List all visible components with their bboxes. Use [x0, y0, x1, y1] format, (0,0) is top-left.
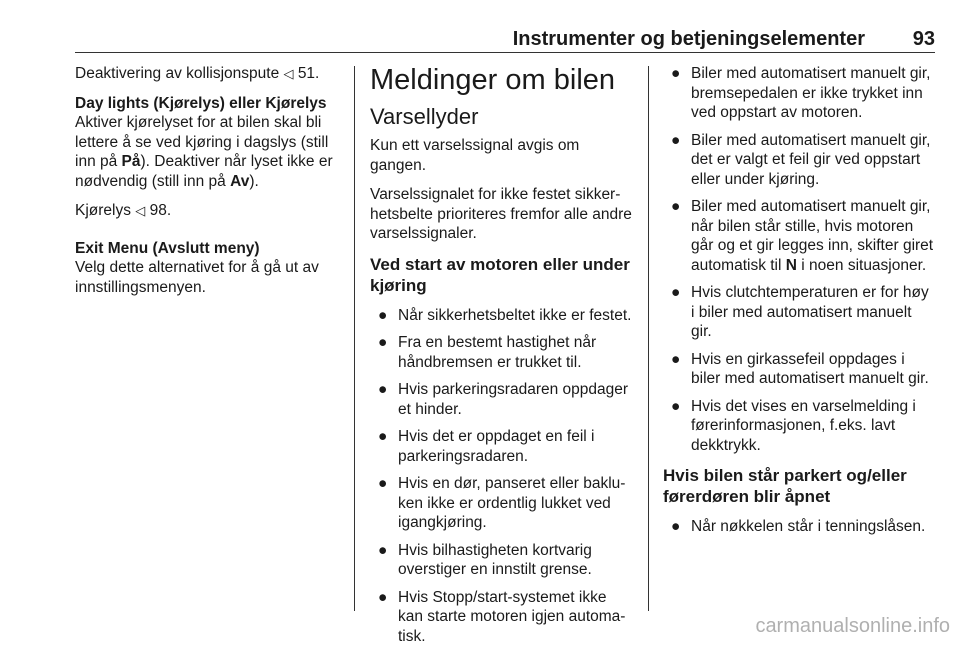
subsection-heading: Ved start av motoren eller under kjøring — [370, 254, 630, 295]
bullet-icon: ● — [671, 284, 681, 301]
list-item: ● Hvis en dør, panseret eller bakluken ikke er ordentlig lukket ved igangkjøring. — [378, 475, 626, 531]
page-header — [75, 28, 935, 54]
airbag-reference: Deaktivering av kollisjonspute ◁ 51. — [75, 65, 320, 82]
section-title: Meldinger om bilen — [370, 64, 616, 96]
right-column — [663, 64, 935, 547]
list-item: ● Hvis det er oppdaget en feil i parkeringsradaren. — [378, 428, 595, 465]
subsection-heading: Hvis bilen står parkert og/eller førerdøren blir åpnet — [663, 466, 907, 506]
bullet-icon: ● — [671, 65, 681, 82]
exit-menu-text: Velg dette alternativet for å gå ut av innstillingsmenyen. — [75, 259, 319, 296]
list-item: ● Hvis parkeringsradaren oppdager et hinder. — [378, 381, 629, 418]
bullet-icon: ● — [378, 541, 388, 559]
list-item: ● Hvis en girkassefeil oppdages i biler med automatisert manuelt gir. — [671, 350, 929, 387]
list-item: ● Biler med automatisert manuelt gir, bremsepedalen er ikke trykket inn ved oppstart av motoren. — [671, 65, 931, 121]
kjorelys-reference: Kjørelys ◁ 98. — [75, 202, 172, 219]
list-item: ● Når sikkerhetsbeltet ikke er festet. — [378, 306, 632, 324]
page-link-51[interactable]: 51. — [297, 65, 320, 82]
list-item: ● Biler med automatisert manuelt gir, det er valgt et feil gir ved oppstart eller under kjøring. — [671, 131, 931, 188]
bullet-icon: ● — [378, 306, 388, 324]
watermark: carmanualsonline.info — [755, 615, 950, 637]
bullet-icon: ● — [378, 381, 388, 398]
column-divider-2 — [648, 66, 649, 611]
bullet-icon: ● — [378, 588, 388, 606]
list-item: ● Hvis bilhastigheten kortvarig overstiger en innstilt grense. — [378, 541, 592, 578]
bullet-icon: ● — [671, 397, 681, 415]
warning-list — [370, 306, 635, 647]
parked-warning-list — [663, 517, 935, 537]
paragraph: Kun ett varselssignal avgis om gangen. — [370, 137, 580, 174]
list-item: ● Hvis det vises en varselmelding i førerinformasjonen, f.eks. lavt dekktrykk. — [671, 397, 916, 454]
bullet-icon: ● — [378, 475, 388, 492]
bullet-icon: ● — [378, 334, 388, 351]
bullet-icon: ● — [378, 428, 388, 445]
column-divider-1 — [354, 66, 355, 611]
header-rule — [75, 52, 935, 53]
reference-arrow-icon: ◁ — [283, 66, 294, 81]
list-item: ● Biler med automatisert manuelt gir, når bilen står stille, hvis motoren går og et gir legges inn, skifter giret automatisk til N i noen situasjoner. — [671, 198, 934, 274]
list-item: ● Hvis clutchtemperaturen er for høy i biler med automatisert manuelt gir. — [671, 284, 929, 340]
list-item: ● Når nøkkelen står i tenningslåsen. — [671, 518, 926, 535]
day-lights-text: Aktiver kjørelyset for at bilen skal bli lettere å se ved kjøring i dagslys (still inn på På). Deaktiver når lyset ikke er nødvendig (still inn på Av). — [75, 114, 333, 190]
section-subtitle: Varsellyder — [370, 104, 479, 129]
list-item: ● Hvis Stopp/start-systemet ikke kan starte motoren igjen automatisk. — [378, 588, 626, 645]
exit-menu-heading: Exit Menu (Avslutt meny) — [75, 239, 260, 257]
paragraph: Varselssignalet for ikke festet sikkerhetsbelte prioriteres fremfor alle andre varselssignaler. — [370, 186, 632, 242]
bullet-icon: ● — [671, 198, 681, 215]
left-column — [75, 64, 343, 307]
list-item: ● Fra en bestemt hastighet når håndbremsen er trukket til. — [378, 334, 597, 371]
bullet-icon: ● — [671, 131, 681, 149]
reference-arrow-icon: ◁ — [135, 203, 146, 218]
bullet-icon: ● — [671, 350, 681, 368]
middle-column — [370, 64, 635, 656]
page-link-98[interactable]: 98. — [149, 202, 172, 219]
warning-list-continued — [663, 64, 935, 455]
header-title: Instrumenter og betjeningselementer — [512, 28, 865, 50]
bullet-icon: ● — [671, 518, 681, 535]
page-number: 93 — [912, 28, 935, 50]
day-lights-heading: Day lights (Kjørelys) eller Kjørelys — [75, 94, 327, 112]
